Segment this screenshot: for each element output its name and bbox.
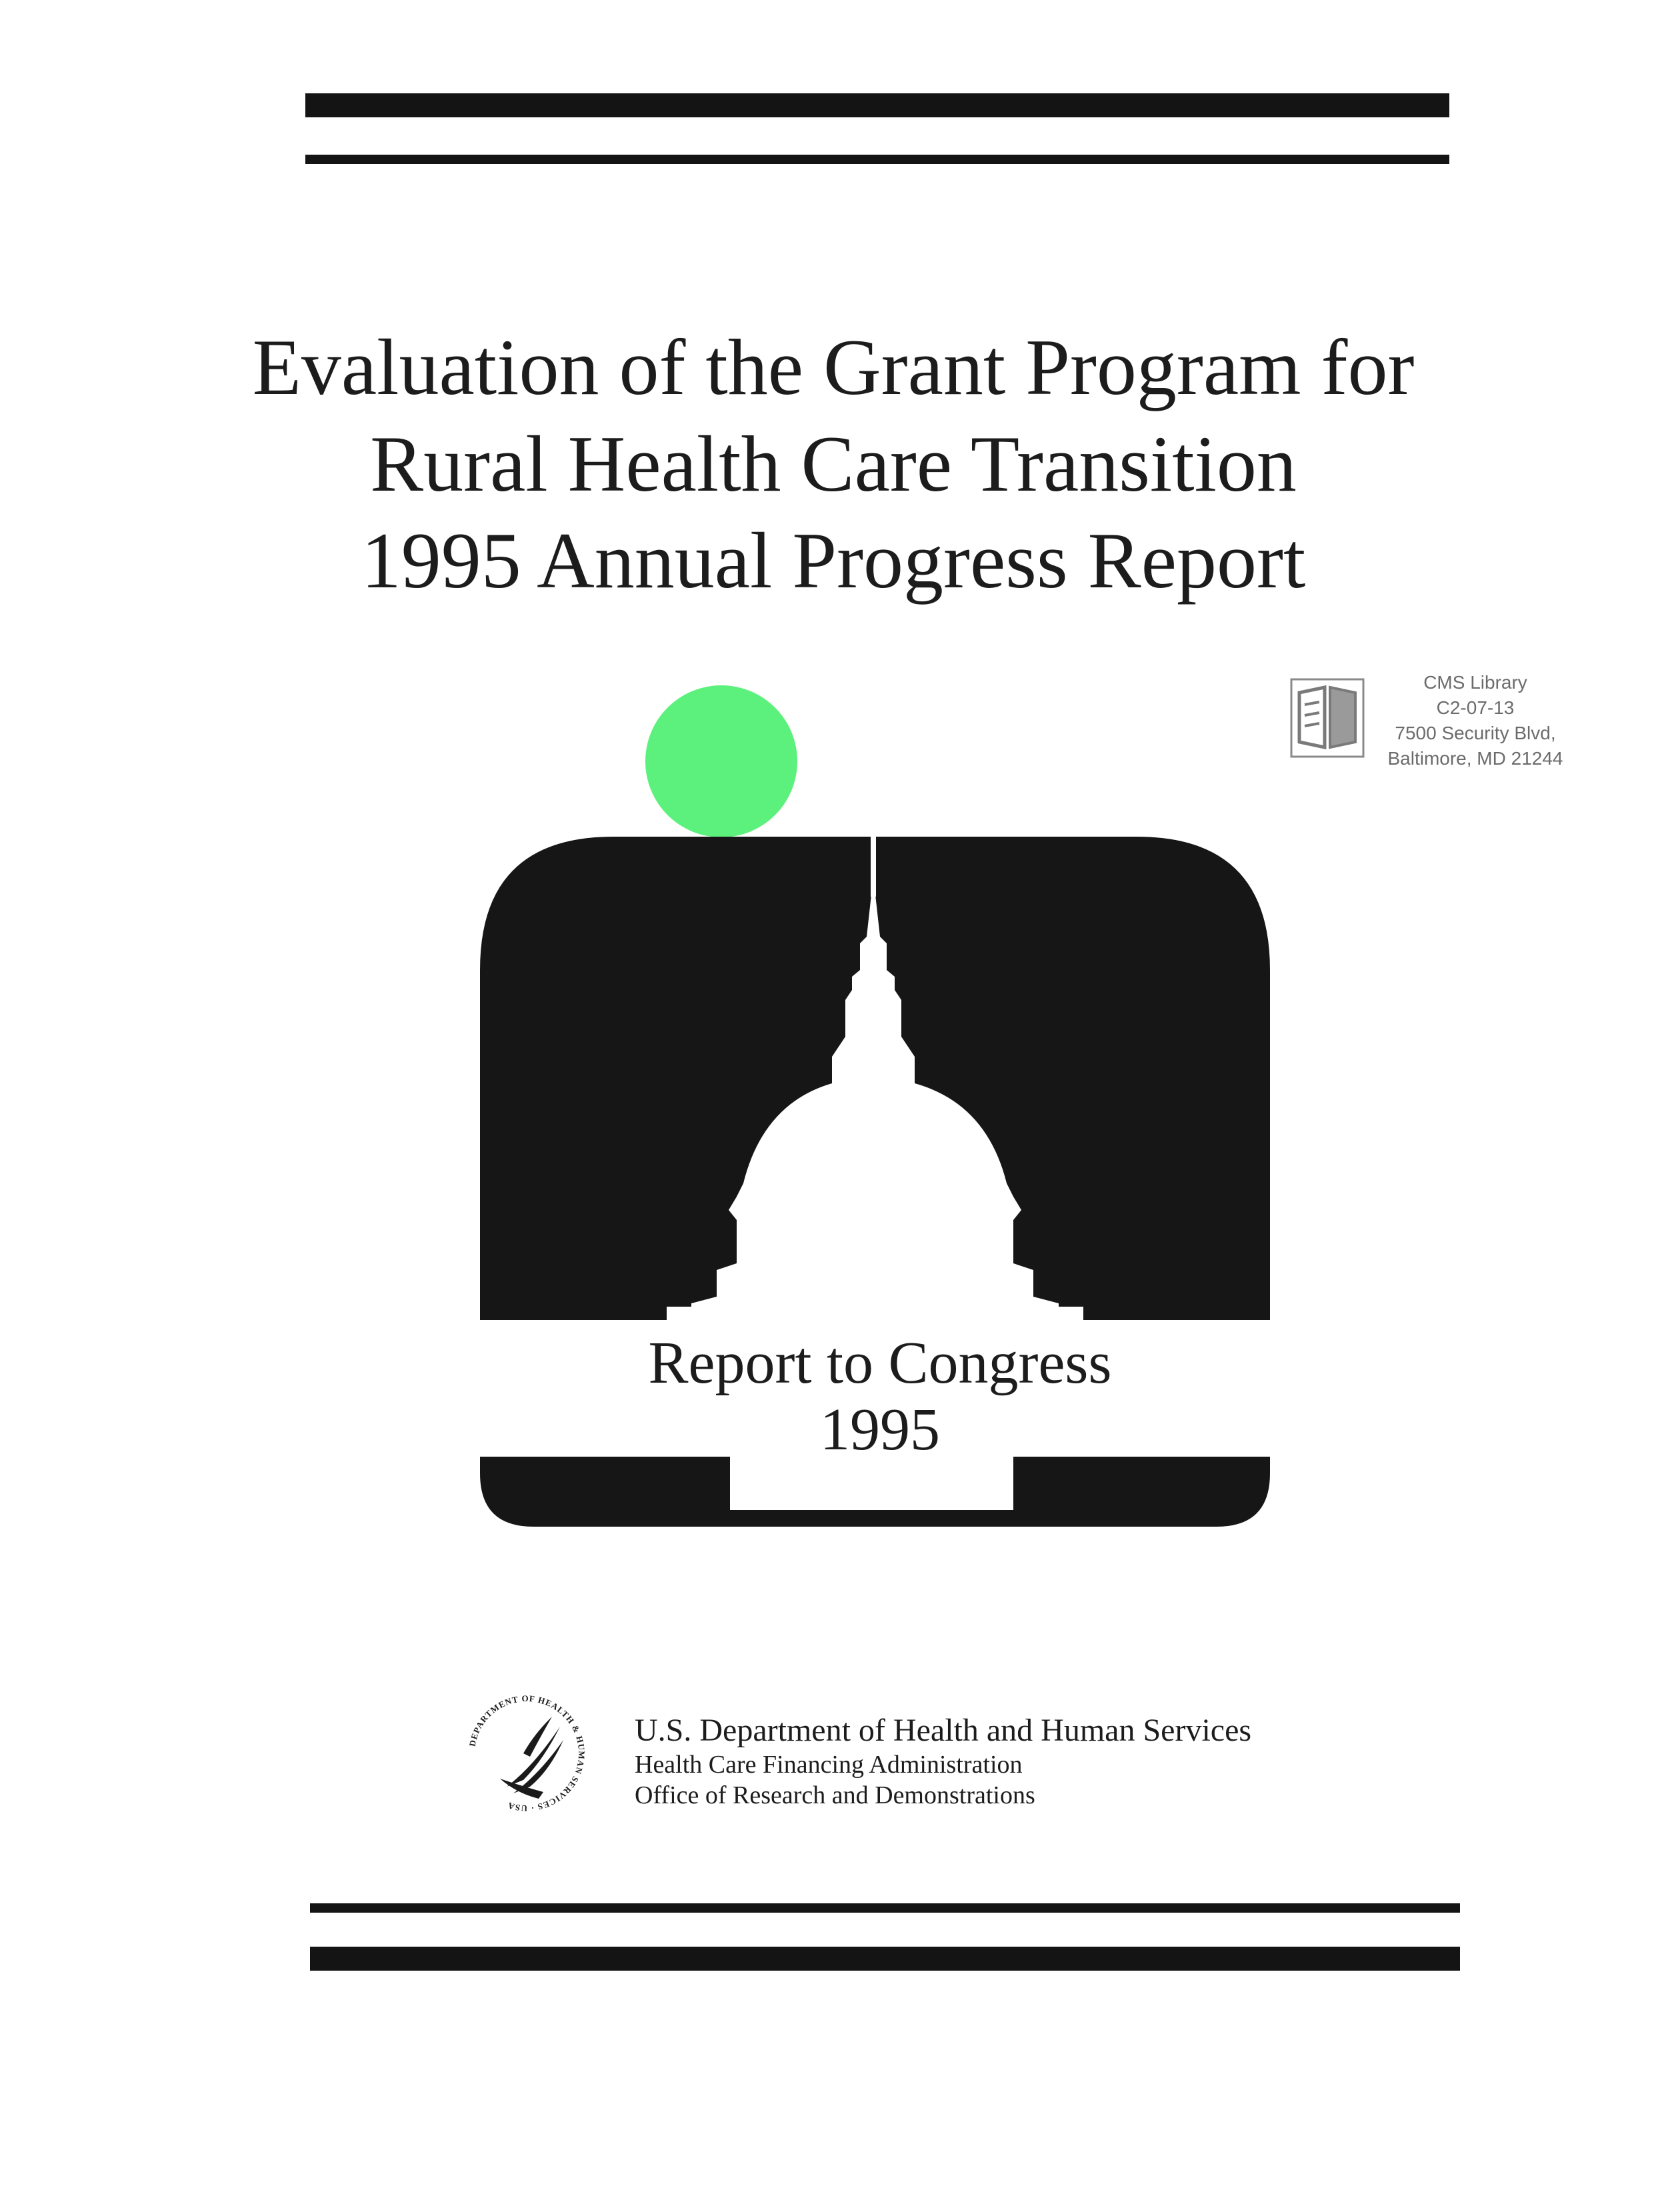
bottom-rule-thin — [310, 1903, 1460, 1913]
report-to-congress — [573, 1330, 1187, 1463]
congress-line-2: 1995 — [820, 1397, 940, 1463]
office-name: Office of Research and Demonstrations — [635, 1781, 1035, 1809]
top-rule-thin — [305, 155, 1449, 164]
report-title — [200, 319, 1467, 609]
stamp-line-3: 7500 Security Blvd, — [1395, 723, 1556, 743]
title-line-1: Evaluation of the Grant Program for — [252, 323, 1415, 411]
congress-line-1: Report to Congress — [648, 1330, 1112, 1396]
svg-text:DEPARTMENT OF HEALTH & HUMAN S: DEPARTMENT OF HEALTH & HUMAN SERVICES · USA — [467, 1693, 587, 1814]
title-line-3: 1995 Annual Progress Report — [361, 516, 1306, 605]
library-stamp — [1290, 670, 1583, 787]
title-line-2: Rural Health Care Transition — [370, 419, 1297, 508]
green-dot-sticker — [645, 685, 797, 837]
stamp-line-1: CMS Library — [1423, 672, 1527, 693]
agency-block — [635, 1712, 1251, 1811]
stamp-line-4: Baltimore, MD 21244 — [1387, 748, 1563, 769]
stamp-line-2: C2-07-13 — [1436, 697, 1515, 718]
hhs-seal-icon — [460, 1687, 593, 1820]
administration-name: Health Care Financing Administration — [635, 1751, 1023, 1779]
top-rule-thick — [305, 93, 1449, 117]
department-name: U.S. Department of Health and Human Services — [635, 1713, 1252, 1748]
bottom-rule-thick — [310, 1947, 1460, 1971]
library-book-icon — [1290, 678, 1365, 758]
